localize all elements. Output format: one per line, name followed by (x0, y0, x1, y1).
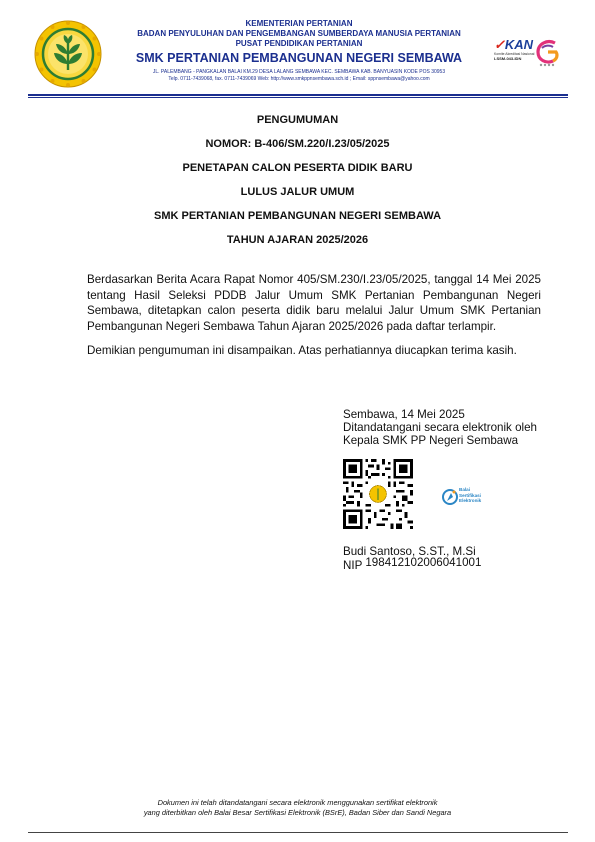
agency-name: BADAN PENYULUHAN DAN PENGEMBANGAN SUMBERDAYA MANUSIA PERTANIAN (137, 29, 461, 38)
kan-logo-word: KAN (504, 37, 534, 52)
nip-value: 198412102006041001 (365, 556, 482, 569)
certification-swirl-logo (535, 38, 561, 68)
body-paragraph-1: Berdasarkan Berita Acara Rapat Nomor 405/SM.230/I.23/05/2025, tanggal 14 Mei 2025 tentang Hasil Seleksi PDDB Jalur Umum SMK Pertanian Pembangunan Negeri Sembawa, ditetapkan calon peserta didik baru melalui Jalur Umum SMK Pertanian Pembangunan Negeri Sembawa Tahun Ajaran 2025/2026 pada daftar terlampir. (87, 273, 541, 333)
letterhead (0, 0, 595, 100)
signature-place-date: Sembawa, 14 Mei 2025 (343, 408, 465, 421)
announcement-school: SMK PERTANIAN PEMBANGUNAN NEGERI SEMBAWA (153, 210, 442, 222)
kan-logo-code: LSSM-043-IDN (494, 56, 522, 61)
announcement-number: NOMOR: B-406/SM.220/I.23/05/2025 (205, 138, 390, 150)
announcement-subject: PENETAPAN CALON PESERTA DIDIK BARU (182, 162, 413, 174)
school-address: JL. PALEMBANG - PANGKALAN BALAI KM.29 DESA LALANG SEMBAWA KEC. SEMBAWA KAB. BANYUASIN KODE POS 30953 (152, 69, 446, 75)
bsre-logo (442, 486, 502, 510)
announcement-body (87, 272, 541, 359)
kan-accreditation-logo: ✓KAN Komite Akreditasi Nasional LSSM-043-IDN (494, 37, 535, 61)
signature-position: Kepala SMK PP Negeri Sembawa (343, 434, 519, 447)
bsre-line-1: Balai (459, 487, 470, 492)
footer-rule (28, 832, 568, 833)
letterhead-rule-thin (28, 97, 568, 98)
signer-name: Budi Santoso, S.ST., M.Si (343, 545, 476, 558)
signer-nip (343, 556, 482, 572)
esign-footer-note (0, 798, 595, 818)
bsre-emblem-icon (442, 488, 458, 506)
footer-line-2: yang diterbitkan oleh Balai Besar Sertifikasi Elektronik (BSrE), Badan Siber dan Sandi Negara (143, 808, 452, 817)
body-paragraph-2: Demikian pengumuman ini disampaikan. Atas perhatiannya diucapkan terima kasih. (87, 344, 517, 357)
school-name: SMK PERTANIAN PEMBANGUNAN NEGERI SEMBAWA (135, 51, 463, 65)
announcement-year: TAHUN AJARAN 2025/2026 (226, 234, 369, 246)
nip-label: NIP (343, 559, 363, 572)
ministry-logo (34, 20, 102, 88)
ministry-name: KEMENTERIAN PERTANIAN (245, 19, 353, 28)
qr-code-icon (343, 459, 413, 529)
announcement-headings (0, 114, 595, 258)
announcement-title: PENGUMUMAN (256, 114, 339, 126)
bsre-line-3: Elektronik (459, 498, 482, 504)
footer-line-1: Dokumen ini telah ditandatangani secara elektronik menggunakan sertifikat elektronik (157, 798, 438, 807)
announcement-path: LULUS JALUR UMUM (240, 186, 355, 198)
letterhead-rule (28, 94, 568, 96)
school-contact: Telp. 0711-7439068, fax. 0711-7439069 Web: http://www.smkppnsembawa.sch.id ; Email: sppnsembawa@yahoo.com (168, 76, 430, 82)
center-name: PUSAT PENDIDIKAN PERTANIAN (235, 39, 363, 48)
letterhead-text (104, 19, 494, 83)
signature-block (343, 408, 563, 447)
bsre-line-2: Sertifikasi (459, 492, 481, 498)
signature-signed-note: Ditandatangani secara elektronik oleh (343, 421, 537, 434)
kan-logo-subtitle: Komite Akreditasi Nasional (494, 52, 535, 56)
